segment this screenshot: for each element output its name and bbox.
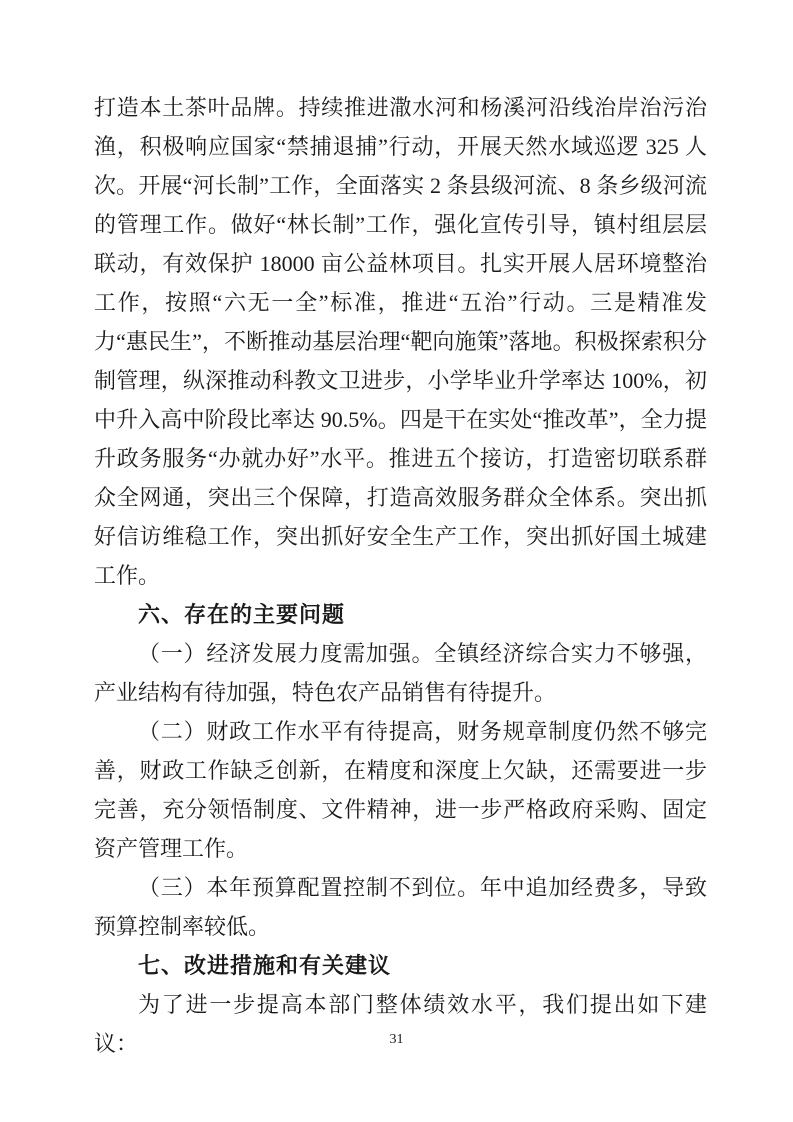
body-paragraph-suggestions-intro: 为了进一步提高本部门整体绩效水平，我们提出如下建议： [94,992,707,1056]
body-paragraph-problem-1: （一）经济发展力度需加强。全镇经济综合实力不够强，产业结构有待加强，特色农产品销售有待提升。 [94,641,707,705]
body-paragraph-problem-3: （三）本年预算配置控制不到位。年中追加经费多，导致预算控制率较低。 [94,875,707,939]
body-paragraph-continuation: 打造本土茶叶品牌。持续推进潵水河和杨溪河沿线治岸治污治渔，积极响应国家“禁捕退捕”行动，开展天然水域巡逻 325 人次。开展“河长制”工作，全面落实 2 条县级河流、8 条乡级河流的管理工作。做好“林长制”工作，强化宣传引导，镇村组层层联动，有效保护 18000 亩公益林项目。扎实开展人居环境整治工作，按照“六无一全”标准，推进“五治”行动。三是精准发力“惠民生”，不断推动基层治理“靶向施策”落地。积极探索积分制管理，纵深推动科教文卫进步，小学毕业升学率达 100%，初中升入高中阶段比率达 90.5%。四是干在实处“推改革”，全力提升政务服务“办就办好”水平。推进五个接访，打造密切联系群众全网通，突出三个保障，打造高效服务群众全体系。突出抓好信访维稳工作，突出抓好安全生产工作，突出抓好国土城建工作。 [94,95,707,588]
page-content [94,88,707,1063]
section-heading-suggestions: 七、改进措施和有关建议 [138,953,392,978]
section-heading-problems: 六、存在的主要问题 [138,602,346,627]
page-number: 31 [389,1032,404,1047]
body-paragraph-problem-2: （二）财政工作水平有待提高，财务规章制度仍然不够完善，财政工作缺乏创新，在精度和深度上欠缺，还需要进一步完善，充分领悟制度、文件精神，进一步严格政府采购、固定资产管理工作。 [94,719,707,861]
